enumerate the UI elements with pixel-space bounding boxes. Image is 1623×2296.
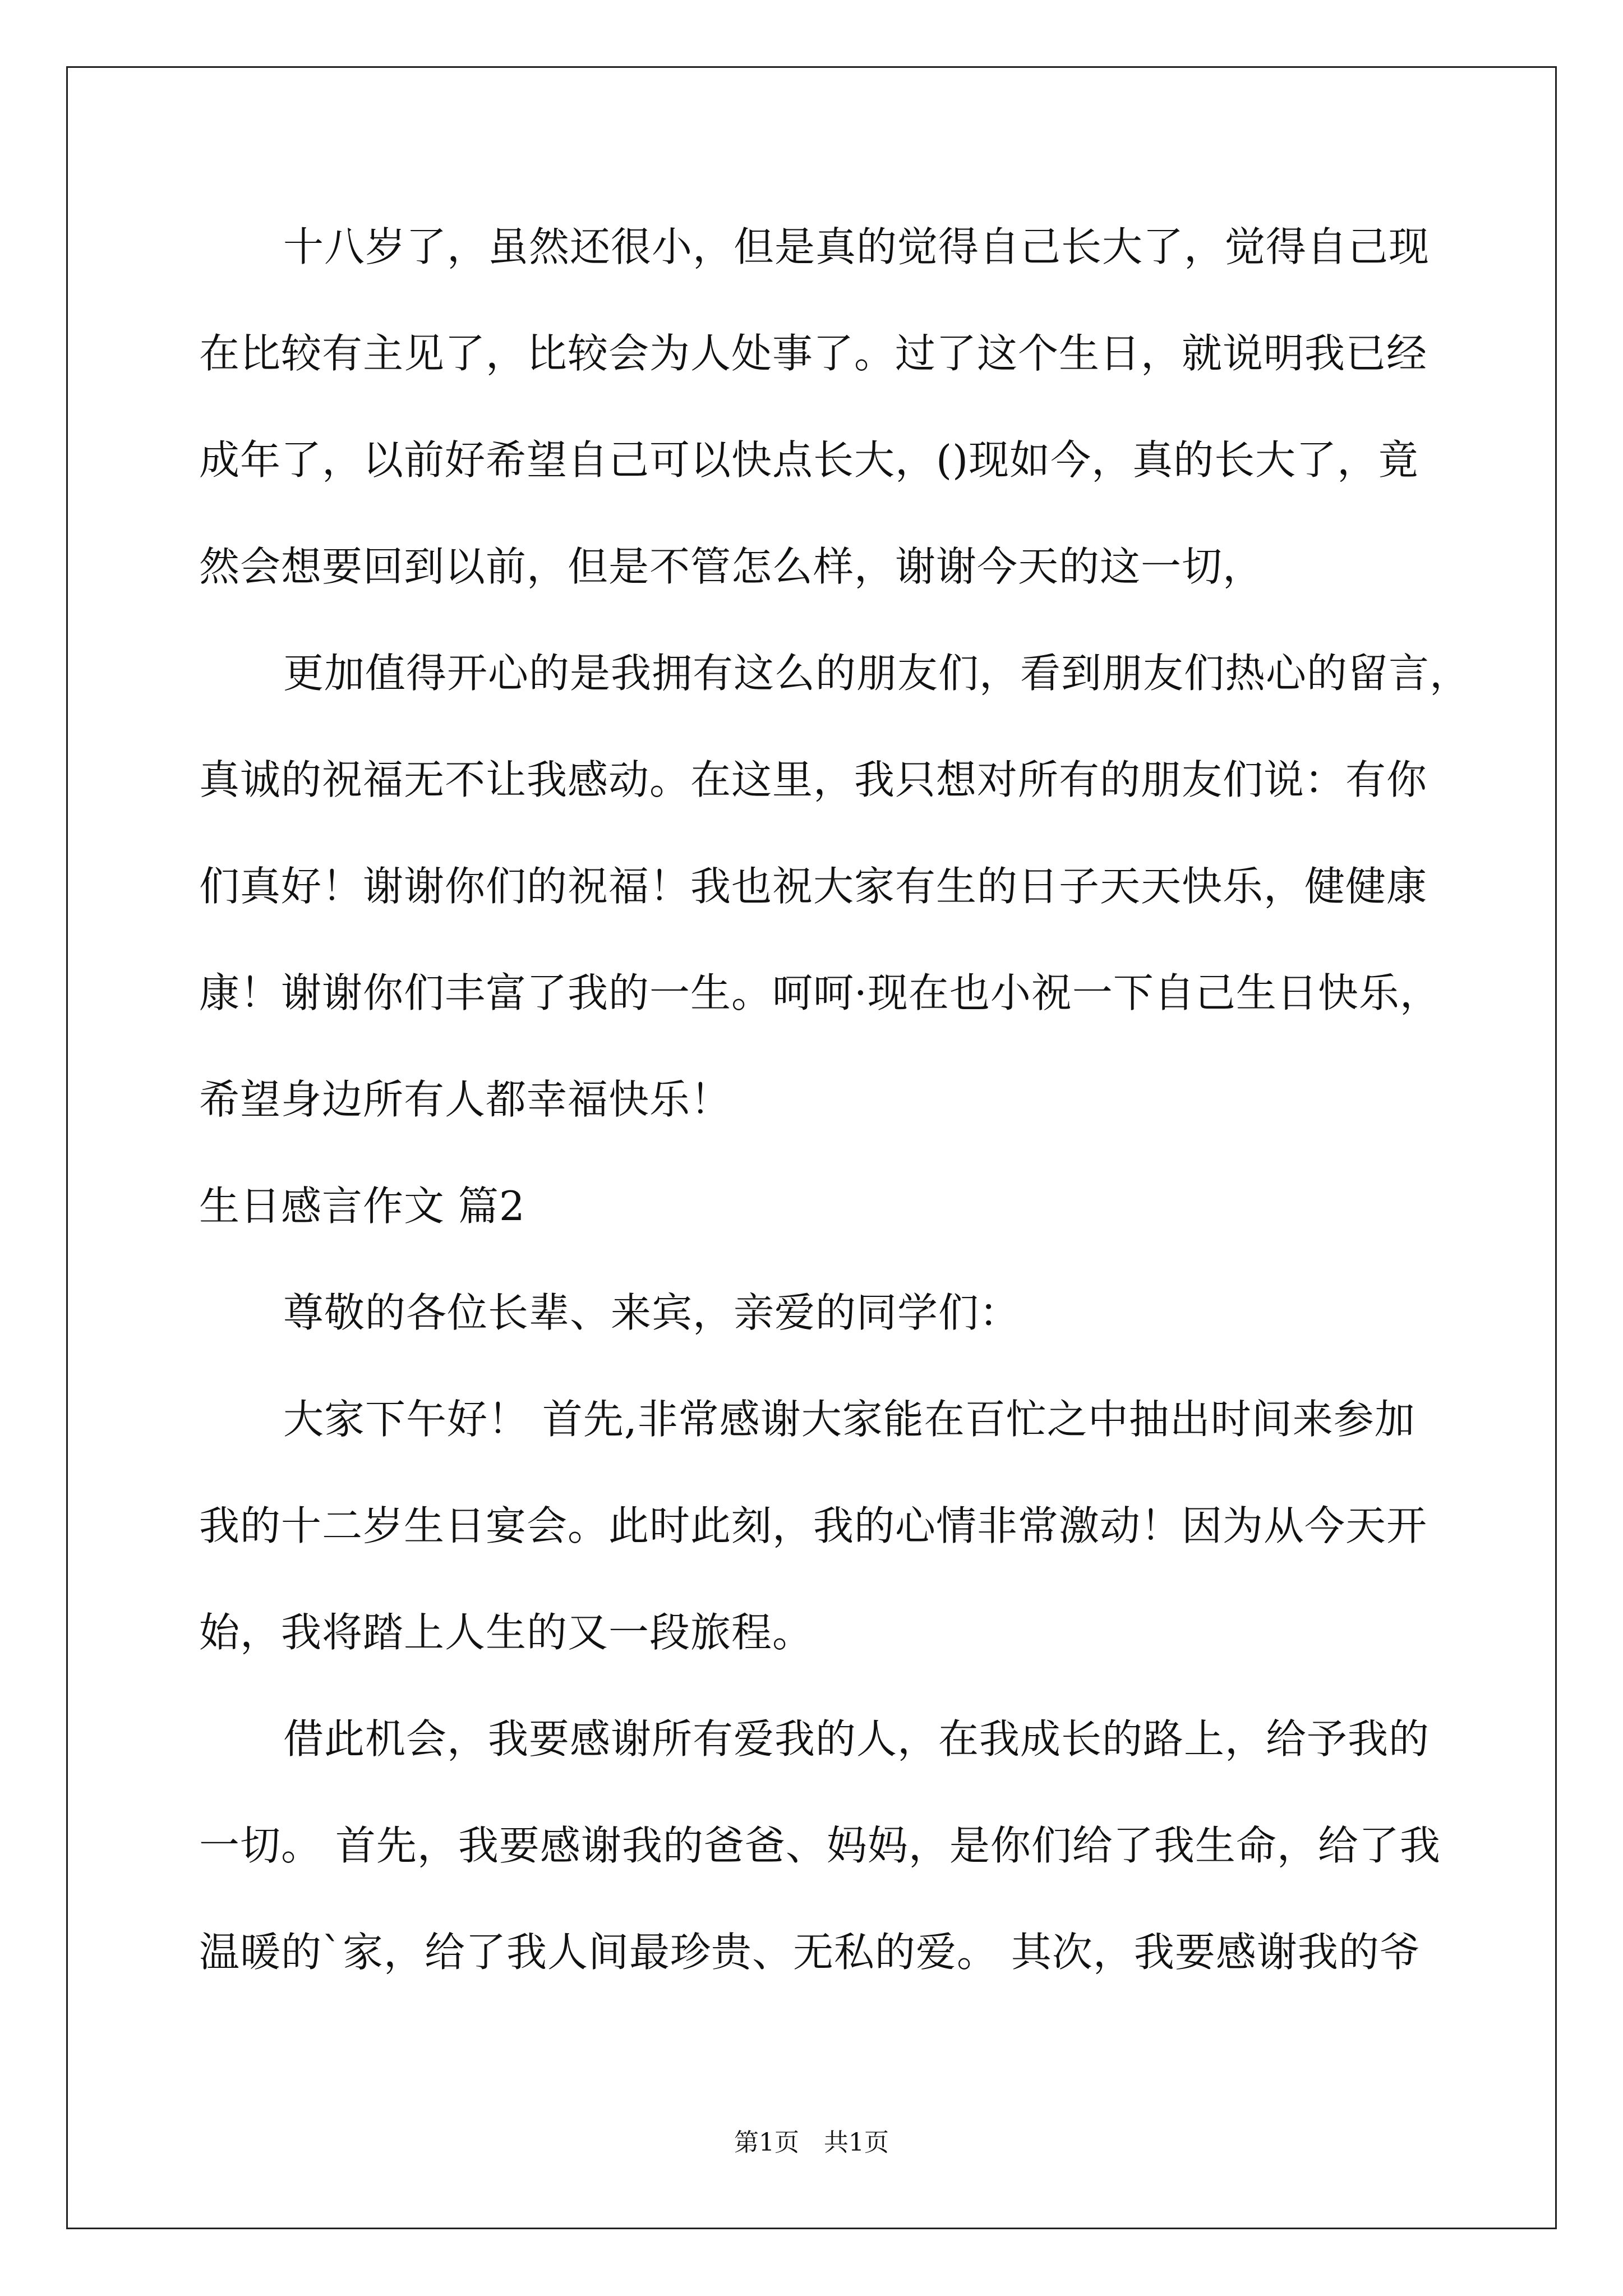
text-line: 们真好！谢谢你们的祝福！我也祝大家有生的日子天天快乐，健健康 [199, 863, 1428, 910]
text-line: 我的十二岁生日宴会。此时此刻，我的心情非常激动！因为从今天开 [199, 1502, 1428, 1549]
text-line: 真诚的祝福无不让我感动。在这里，我只想对所有的朋友们说：有你 [199, 756, 1428, 803]
section-heading: 生日感言作文 篇2 [199, 1182, 525, 1230]
text-line: 希望身边所有人都幸福快乐！ [199, 1076, 732, 1123]
text-line: 尊敬的各位长辈、来宾，亲爱的同学们： [283, 1289, 1021, 1336]
text-line: 温暖的`家，给了我人间最珍贵、无私的爱。 其次，我要感谢我的爷 [199, 1929, 1421, 1976]
page-number: 第1页 共1页 [734, 2128, 889, 2157]
text-line: 借此机会，我要感谢所有爱我的人，在我成长的路上，给予我的 [283, 1715, 1430, 1763]
text-line: 成年了，以前好希望自己可以快点长大，()现如今，真的长大了，竟 [199, 436, 1419, 484]
text-line: 在比较有主见了，比较会为人处事了。过了这个生日，就说明我已经 [199, 330, 1428, 377]
page-border [66, 66, 1557, 2229]
text-line: 大家下午好！ 首先,非常感谢大家能在百忙之中抽出时间来参加 [283, 1396, 1415, 1443]
text-line: 康！谢谢你们丰富了我的一生。呵呵·现在也小祝一下自己生日快乐， [199, 969, 1441, 1016]
text-line: 一切。 首先，我要感谢我的爸爸、妈妈，是你们给了我生命，给了我 [199, 1822, 1441, 1869]
text-line: 更加值得开心的是我拥有这么的朋友们，看到朋友们热心的留言， [283, 650, 1471, 697]
text-line: 始，我将踏上人生的又一段旅程。 [199, 1609, 814, 1656]
text-line: 然会想要回到以前，但是不管怎么样，谢谢今天的这一切， [199, 543, 1264, 590]
text-line: 十八岁了，虽然还很小，但是真的觉得自己长大了，觉得自己现 [283, 223, 1430, 270]
